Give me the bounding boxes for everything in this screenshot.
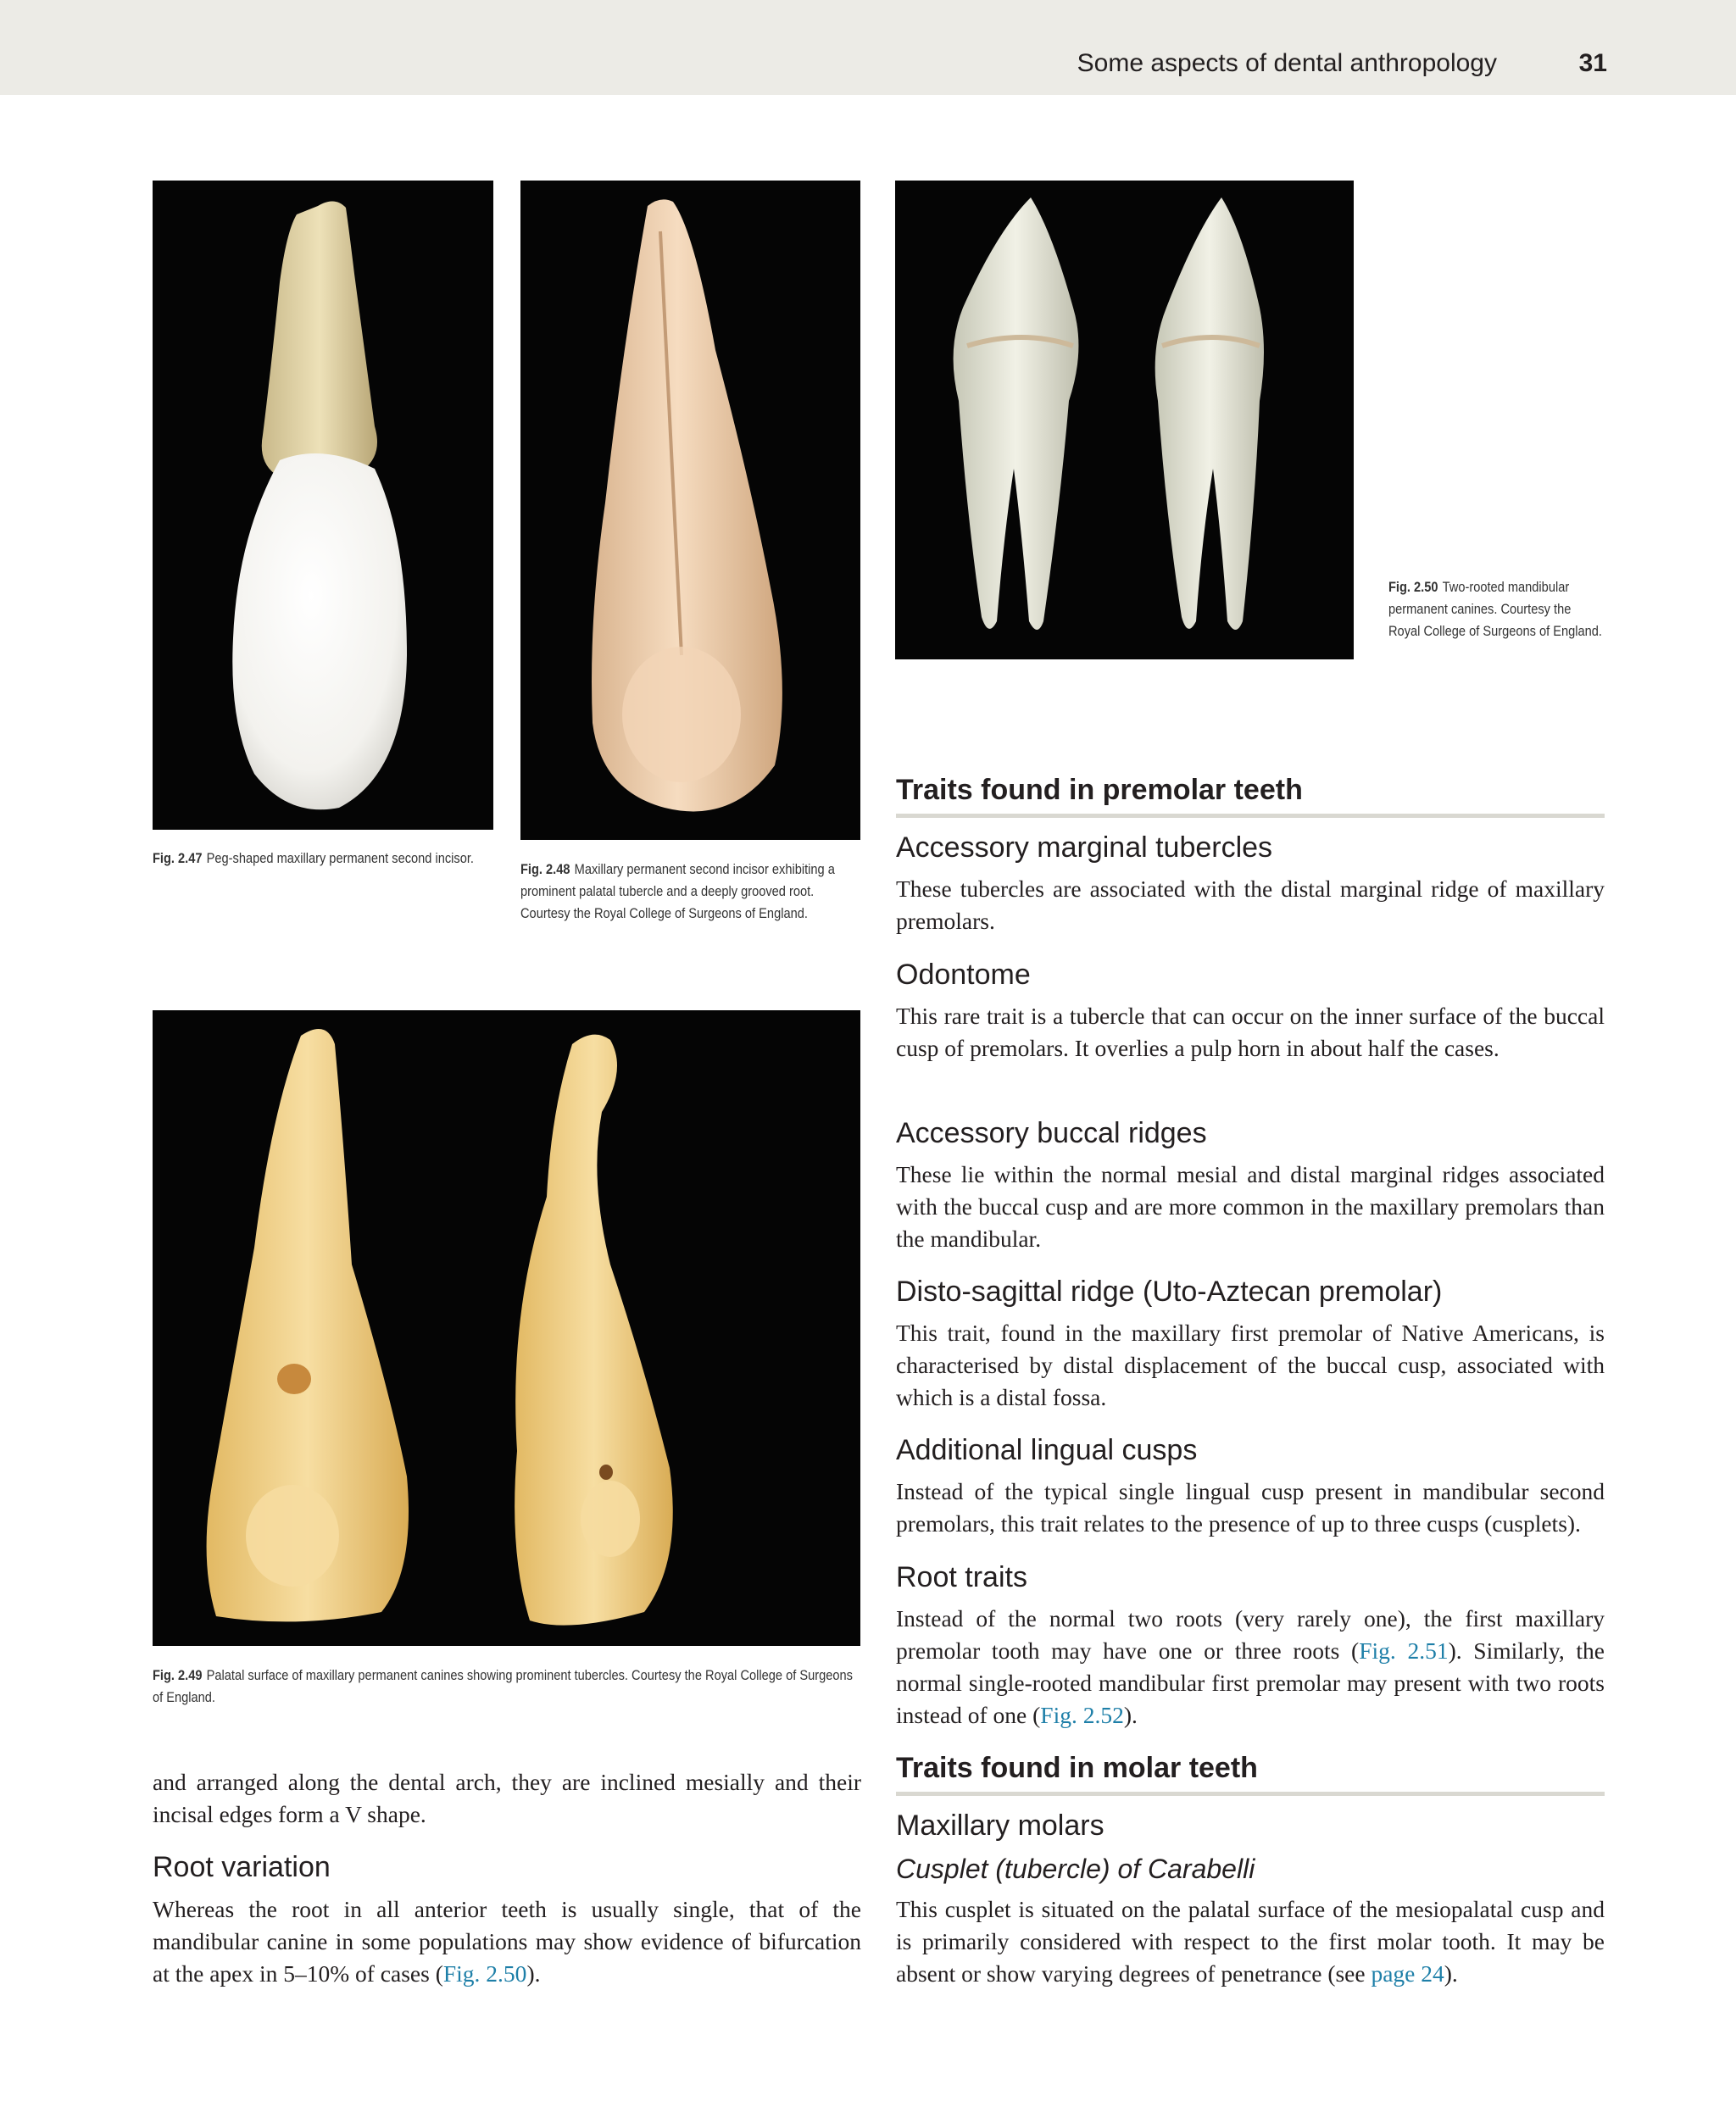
fig-2-48-photo [520, 181, 860, 840]
fig-label: Fig. 2.48 [520, 861, 570, 877]
caption-text: Maxillary permanent second incisor exhibiting a prominent palatal tubercle and a deeply grooved root. Courtesy the Royal College of Surgeons of England. [520, 861, 835, 921]
fig-2-50-photo [895, 181, 1354, 659]
carabelli-paragraph [896, 1893, 1605, 1990]
disto-sagittal-heading: Disto-sagittal ridge (Uto-Aztecan premolar) [896, 1276, 1443, 1308]
continued-paragraph: and arranged along the dental arch, they are inclined mesially and their incisal edges form a V shape. [153, 1769, 861, 1827]
page-number: 31 [1578, 49, 1607, 77]
running-head: Some aspects of dental anthropology [1077, 49, 1497, 77]
header-band [0, 0, 1736, 95]
fig-2-48-caption [520, 859, 860, 925]
fig-label: Fig. 2.47 [153, 850, 203, 866]
fig-label: Fig. 2.49 [153, 1667, 203, 1683]
peg-incisor-illustration [153, 181, 493, 830]
text-segment: ). [526, 1960, 541, 1987]
maxillary-molars-heading: Maxillary molars [896, 1809, 1104, 1842]
fig-2-52-link[interactable]: Fig. 2.52 [1040, 1702, 1124, 1728]
odontome-paragraph: This rare trait is a tubercle that can occur on the inner surface of the buccal cusp of premolars. It overlies a pulp horn in about half the cases. [896, 1003, 1605, 1061]
text-segment: Instead of the normal two roots (very rarely one), the first maxillary premolar tooth may have one or three roots ( [896, 1605, 1605, 1664]
caption-text: Two-rooted mandibular permanent canines. Courtesy the Royal College of Surgeons of England. [1388, 579, 1602, 639]
two-rooted-canines-illustration [895, 181, 1354, 659]
text-segment: ). [1444, 1960, 1458, 1987]
premolar-section-heading: Traits found in premolar teeth [896, 771, 1605, 818]
text-segment: ). [1123, 1702, 1138, 1728]
fig-2-47-photo [153, 181, 493, 830]
molar-section-heading: Traits found in molar teeth [896, 1749, 1605, 1796]
fig-2-50-link[interactable]: Fig. 2.50 [442, 1960, 527, 1987]
carabelli-heading: Cusplet (tubercle) of Carabelli [896, 1854, 1255, 1884]
disto-sagittal-paragraph: This trait, found in the maxillary first premolar of Native Americans, is characterised by distal displacement of the buccal cusp, associated with which is a distal fossa. [896, 1320, 1605, 1410]
root-variation-heading: Root variation [153, 1851, 331, 1883]
fig-label: Fig. 2.50 [1388, 579, 1438, 595]
additional-lingual-heading: Additional lingual cusps [896, 1434, 1198, 1466]
fig-2-47-caption [153, 848, 488, 870]
root-traits-heading: Root traits [896, 1561, 1027, 1593]
accessory-marginal-paragraph: These tubercles are associated with the distal marginal ridge of maxillary premolars. [896, 876, 1605, 934]
text-segment: Whereas the root in all anterior teeth is usually single, that of the mandibular canine in some populations may show evidence of bifurcation at the apex in 5–10% of cases ( [153, 1896, 861, 1987]
canines-tubercles-illustration [153, 1010, 860, 1646]
page-24-link[interactable]: page 24 [1371, 1960, 1444, 1987]
grooved-incisor-illustration [520, 181, 860, 840]
text-segment: This cusplet is situated on the palatal surface of the mesiopalatal cusp and is primarily considered with respect to the first molar tooth. It may be absent or show varying degrees of penetrance (see [896, 1896, 1605, 1987]
root-variation-paragraph [153, 1893, 861, 1990]
caption-text: Palatal surface of maxillary permanent canines showing prominent tubercles. Courtesy the Royal College of Surgeons of England. [153, 1667, 853, 1705]
fig-2-49-caption [153, 1665, 857, 1709]
fig-2-49-photo [153, 1010, 860, 1646]
caption-text: Peg-shaped maxillary permanent second incisor. [206, 850, 474, 866]
accessory-buccal-heading: Accessory buccal ridges [896, 1117, 1207, 1149]
text-segment: ). Similarly, the normal single-rooted mandibular first premolar may present with two roots instead of one ( [896, 1637, 1605, 1728]
odontome-heading: Odontome [896, 959, 1031, 991]
accessory-buccal-paragraph: These lie within the normal mesial and distal marginal ridges associated with the buccal cusp and are more common in the maxillary premolars than the mandibular. [896, 1161, 1605, 1252]
root-traits-paragraph [896, 1603, 1605, 1732]
additional-lingual-paragraph: Instead of the typical single lingual cusp present in mandibular second premolars, this trait relates to the presence of up to three cusps (cusplets). [896, 1478, 1605, 1537]
accessory-marginal-heading: Accessory marginal tubercles [896, 831, 1273, 864]
fig-2-51-link[interactable]: Fig. 2.51 [1359, 1637, 1449, 1664]
fig-2-50-caption [1388, 576, 1605, 642]
